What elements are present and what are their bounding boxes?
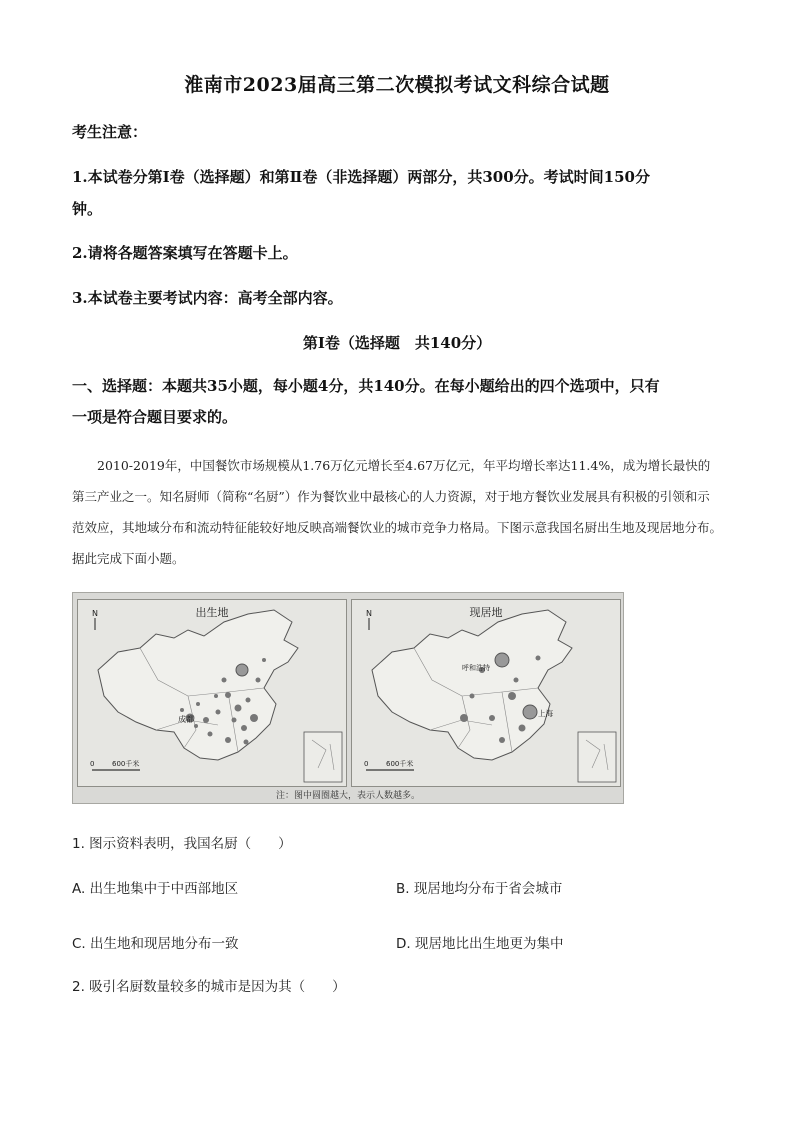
birthplace-map-graphic [78, 600, 346, 786]
china-outline [98, 610, 298, 760]
question-1-stem: 1. 图示资料表明，我国名厨（ ） [72, 836, 292, 852]
birthplace-map-title: 出生地 [195, 606, 229, 619]
notice-item-1-line2: 钟。 [72, 200, 103, 218]
section-instruction-line1: 一、选择题：本题共35小题，每小题4分，共140分。在每小题给出的四个选项中，只有 [72, 377, 660, 395]
north-arrow: N [92, 609, 98, 618]
label-chengdu: 成都 [178, 715, 194, 724]
north-arrow: N [366, 609, 372, 618]
question-1-option-c[interactable]: C. 出生地和现居地分布一致 [72, 936, 239, 952]
question-1-option-a[interactable]: A. 出生地集中于中西部地区 [72, 881, 239, 897]
map-figure [72, 592, 624, 804]
section-title: 第Ⅰ卷（选择题 共140分） [302, 334, 492, 352]
page-title: 淮南市2023届高三第二次模拟考试文科综合试题 [184, 74, 610, 96]
scale-start: 0 [90, 760, 95, 768]
china-outline [372, 610, 572, 760]
question-2-stem: 2. 吸引名厨数量较多的城市是因为其（ ） [72, 979, 346, 995]
label-shanghai: 上海 [538, 709, 553, 718]
label-hohhot: 呼和浩特 [462, 664, 490, 672]
scale-label: 600千米 [112, 760, 140, 768]
notice-item-1-line1: 1.本试卷分第Ⅰ卷（选择题）和第Ⅱ卷（非选择题）两部分，共300分。考试时间150分 [72, 168, 650, 186]
notice-heading: 考生注意： [72, 123, 148, 141]
notice-item-3: 3.本试卷主要考试内容：高考全部内容。 [72, 289, 343, 307]
question-1-option-d[interactable]: D. 现居地比出生地更为集中 [396, 936, 564, 952]
scale-label: 600千米 [386, 760, 414, 768]
scale-start: 0 [364, 760, 369, 768]
section-instruction-line2: 一项是符合题目要求的。 [72, 408, 238, 426]
residence-map [351, 599, 621, 787]
question-1-option-b[interactable]: B. 现居地均分布于省会城市 [396, 881, 563, 897]
figure-note: 注：图中圆圈越大，表示人数越多。 [275, 791, 420, 801]
notice-item-2: 2.请将各题答案填写在答题卡上。 [72, 244, 298, 262]
question-passage: 2010-2019年，中国餐饮市场规模从1.76万亿元增长至4.67万亿元，年平均增长率达11.4%，成为增长最快的第三产业之一。知名厨师（简称“名厨”）作为餐饮业中最核心的人力资源，对于地方餐饮业发展具有积极的引领和示范效应，其地域分布和流动特征能较好地反映高端餐饮业的城市竞争力格局。下图示意我国名厨出生地及现居地分布。据此完成下面小题。 [72, 458, 723, 566]
residence-map-title: 现居地 [469, 606, 503, 619]
residence-map-graphic [352, 600, 620, 786]
birthplace-map [77, 599, 347, 787]
